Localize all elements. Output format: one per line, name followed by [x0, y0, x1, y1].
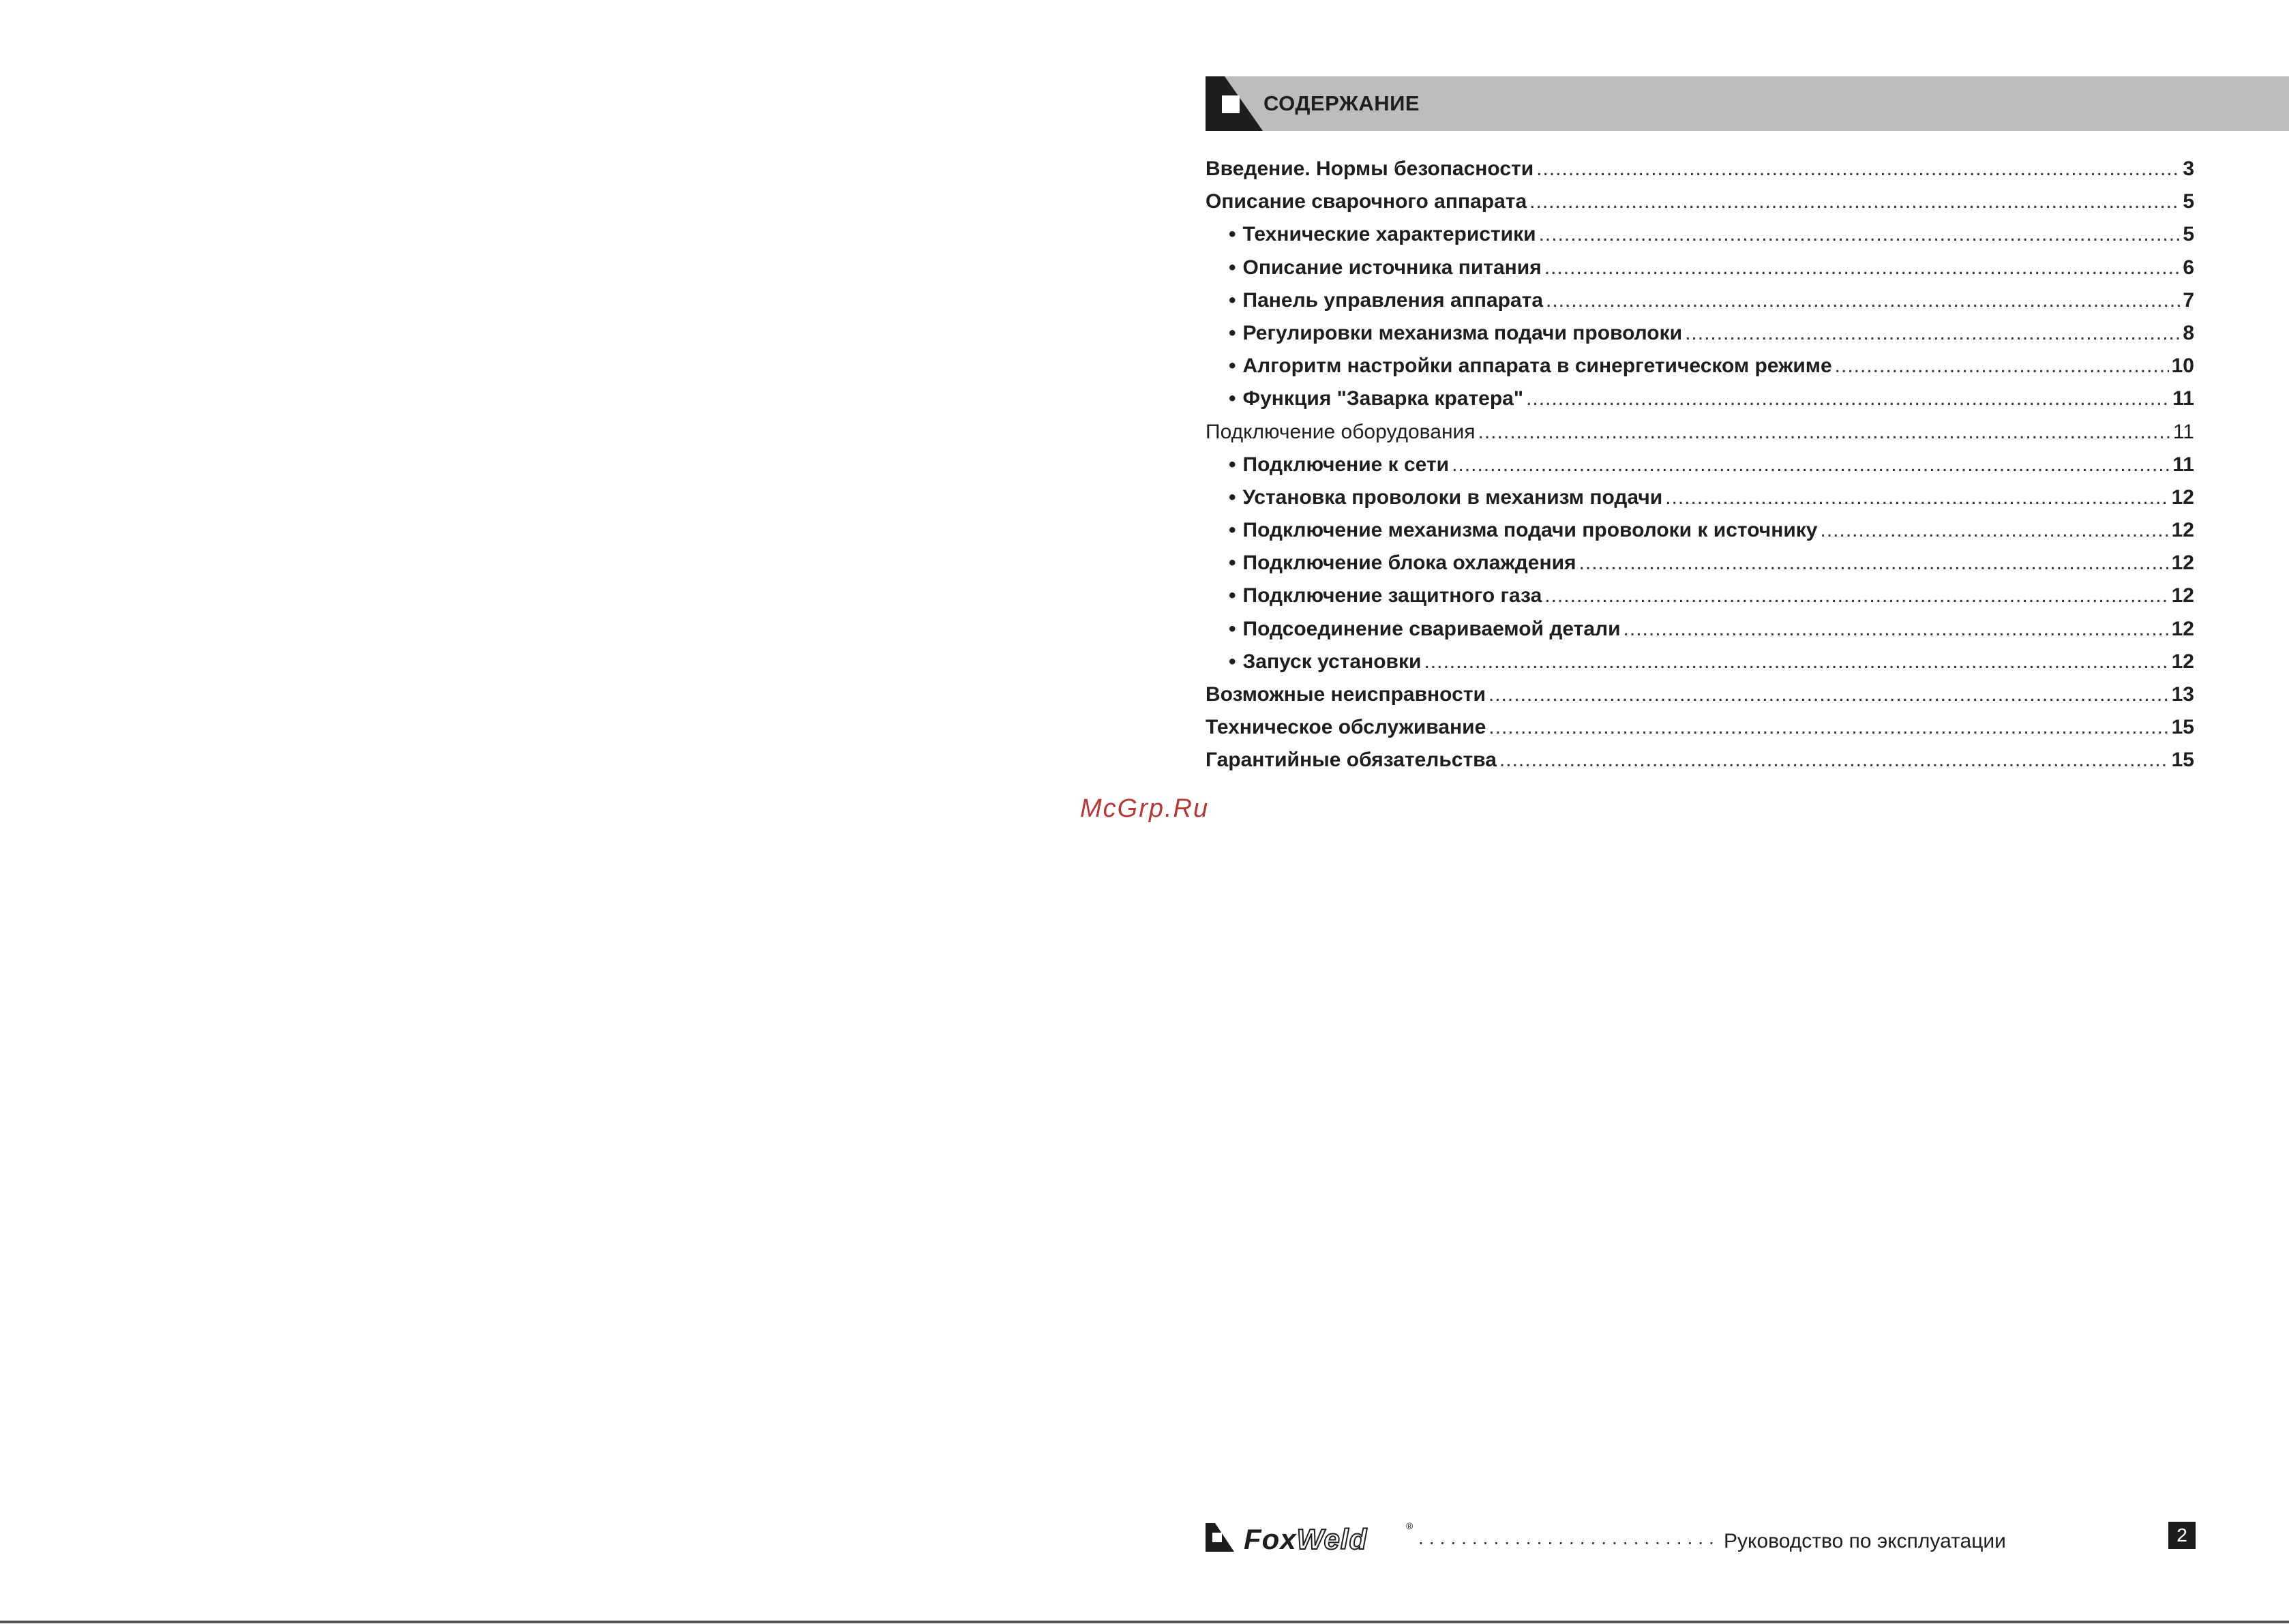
toc-entry-page: 13: [2171, 683, 2194, 706]
toc-entry-label: Введение. Нормы безопасности: [1206, 157, 1534, 180]
toc-entry-label: • Описание источника питания: [1229, 256, 1542, 280]
toc-entry-label: • Подключение механизма подачи проволоки к источнику: [1229, 519, 1817, 542]
toc-entry[interactable]: [1206, 618, 2194, 650]
toc-entry[interactable]: [1206, 322, 2194, 355]
toc-entry-page: 12: [2171, 485, 2194, 509]
toc-entry[interactable]: [1206, 223, 2194, 256]
toc-entry-label: • Подсоединение свариваемой детали: [1229, 618, 1621, 641]
footer-leader-dots: [1418, 1527, 1720, 1549]
foxweld-logo-icon: [1206, 1523, 1234, 1552]
toc-entry-label: Подключение оборудования: [1206, 420, 1476, 443]
toc-entry[interactable]: [1206, 683, 2194, 716]
toc-entry[interactable]: [1206, 256, 2194, 289]
toc-leader-dots: [1526, 387, 2170, 410]
toc-leader-dots: [1544, 256, 2181, 280]
toc-leader-dots: [1820, 519, 2168, 542]
toc-entry[interactable]: [1206, 584, 2194, 617]
toc-entry-page: 12: [2171, 552, 2194, 575]
table-of-contents: [1206, 157, 2194, 782]
toc-leader-dots: [1544, 584, 2168, 607]
toc-entry[interactable]: [1206, 650, 2194, 683]
page-footer: [1206, 1520, 2194, 1559]
toc-leader-dots: [1499, 749, 2169, 772]
toc-leader-dots: [1685, 322, 2180, 345]
toc-entry-page: 11: [2172, 387, 2194, 410]
toc-leader-dots: [1452, 453, 2170, 477]
toc-entry[interactable]: [1206, 453, 2194, 486]
brand-logo: [1244, 1523, 1367, 1556]
toc-entry[interactable]: [1206, 749, 2194, 781]
toc-entry-page: 11: [2172, 453, 2194, 476]
toc-leader-dots: [1835, 355, 2169, 378]
toc-entry-label: • Регулировки механизма подачи проволоки: [1229, 322, 1682, 345]
toc-entry[interactable]: [1206, 421, 2194, 453]
toc-leader-dots: [1488, 716, 2168, 739]
registered-mark: ®: [1406, 1520, 1413, 1531]
toc-leader-dots: [1529, 190, 2180, 213]
brand-fox: Fox: [1244, 1523, 1297, 1555]
toc-entry-page: 8: [2183, 321, 2194, 344]
toc-entry[interactable]: [1206, 387, 2194, 420]
toc-entry-label: • Функция "Заварка кратера": [1229, 387, 1523, 410]
toc-entry-page: 10: [2171, 355, 2194, 378]
toc-entry-label: • Подключение защитного газа: [1229, 584, 1542, 607]
toc-entry[interactable]: [1206, 190, 2194, 223]
toc-entry-page: 12: [2171, 617, 2194, 640]
toc-leader-dots: [1624, 618, 2169, 641]
toc-entry-page: 15: [2171, 749, 2194, 772]
page-number: 2: [2168, 1522, 2196, 1549]
toc-entry-page: 5: [2183, 190, 2194, 213]
toc-entry-label: • Технические характеристики: [1229, 223, 1536, 246]
toc-entry[interactable]: [1206, 355, 2194, 387]
toc-entry-label: Гарантийные обязательства: [1206, 749, 1497, 772]
toc-entry[interactable]: [1206, 552, 2194, 584]
toc-entry-page: 7: [2183, 288, 2194, 312]
toc-entry-page: 12: [2171, 519, 2194, 542]
toc-entry-page: 15: [2171, 716, 2194, 739]
toc-entry[interactable]: [1206, 289, 2194, 322]
toc-entry-label: • Установка проволоки в механизм подачи: [1229, 486, 1662, 509]
toc-entry-label: Возможные неисправности: [1206, 683, 1486, 706]
toc-entry-page: 12: [2171, 584, 2194, 607]
toc-entry-page: 5: [2183, 223, 2194, 246]
toc-leader-dots: [1546, 289, 2180, 312]
section-corner-icon: [1206, 76, 1263, 131]
toc-entry[interactable]: [1206, 486, 2194, 519]
toc-entry-label: • Подключение блока охлаждения: [1229, 552, 1576, 575]
toc-leader-dots: [1539, 223, 2181, 246]
manual-label: Руководство по эксплуатации: [1724, 1530, 2006, 1552]
toc-entry[interactable]: [1206, 157, 2194, 190]
toc-entry-page: 11: [2172, 420, 2194, 443]
toc-entry-label: • Панель управления аппарата: [1229, 289, 1543, 312]
section-title: СОДЕРЖАНИЕ: [1263, 91, 1420, 115]
toc-leader-dots: [1478, 421, 2170, 444]
toc-entry-label: • Алгоритм настройки аппарата в синергетическом режиме: [1229, 355, 1832, 378]
toc-entry-label: • Подключение к сети: [1229, 453, 1449, 477]
page-bottom-rule: [0, 1621, 2289, 1623]
toc-entry[interactable]: [1206, 519, 2194, 552]
toc-leader-dots: [1665, 486, 2168, 509]
toc-entry-page: 6: [2183, 256, 2194, 279]
toc-leader-dots: [1536, 157, 2180, 181]
toc-leader-dots: [1579, 552, 2169, 575]
toc-leader-dots: [1424, 650, 2168, 674]
toc-entry-page: 12: [2171, 650, 2194, 673]
toc-entry-label: Техническое обслуживание: [1206, 716, 1486, 739]
toc-entry-label: • Запуск установки: [1229, 650, 1421, 674]
toc-entry[interactable]: [1206, 716, 2194, 749]
toc-leader-dots: [1488, 683, 2169, 706]
brand-weld: Weld: [1296, 1523, 1368, 1555]
watermark-text: McGrp.Ru: [1080, 794, 1210, 823]
toc-entry-label: Описание сварочного аппарата: [1206, 190, 1527, 213]
toc-entry-page: 3: [2183, 157, 2194, 180]
